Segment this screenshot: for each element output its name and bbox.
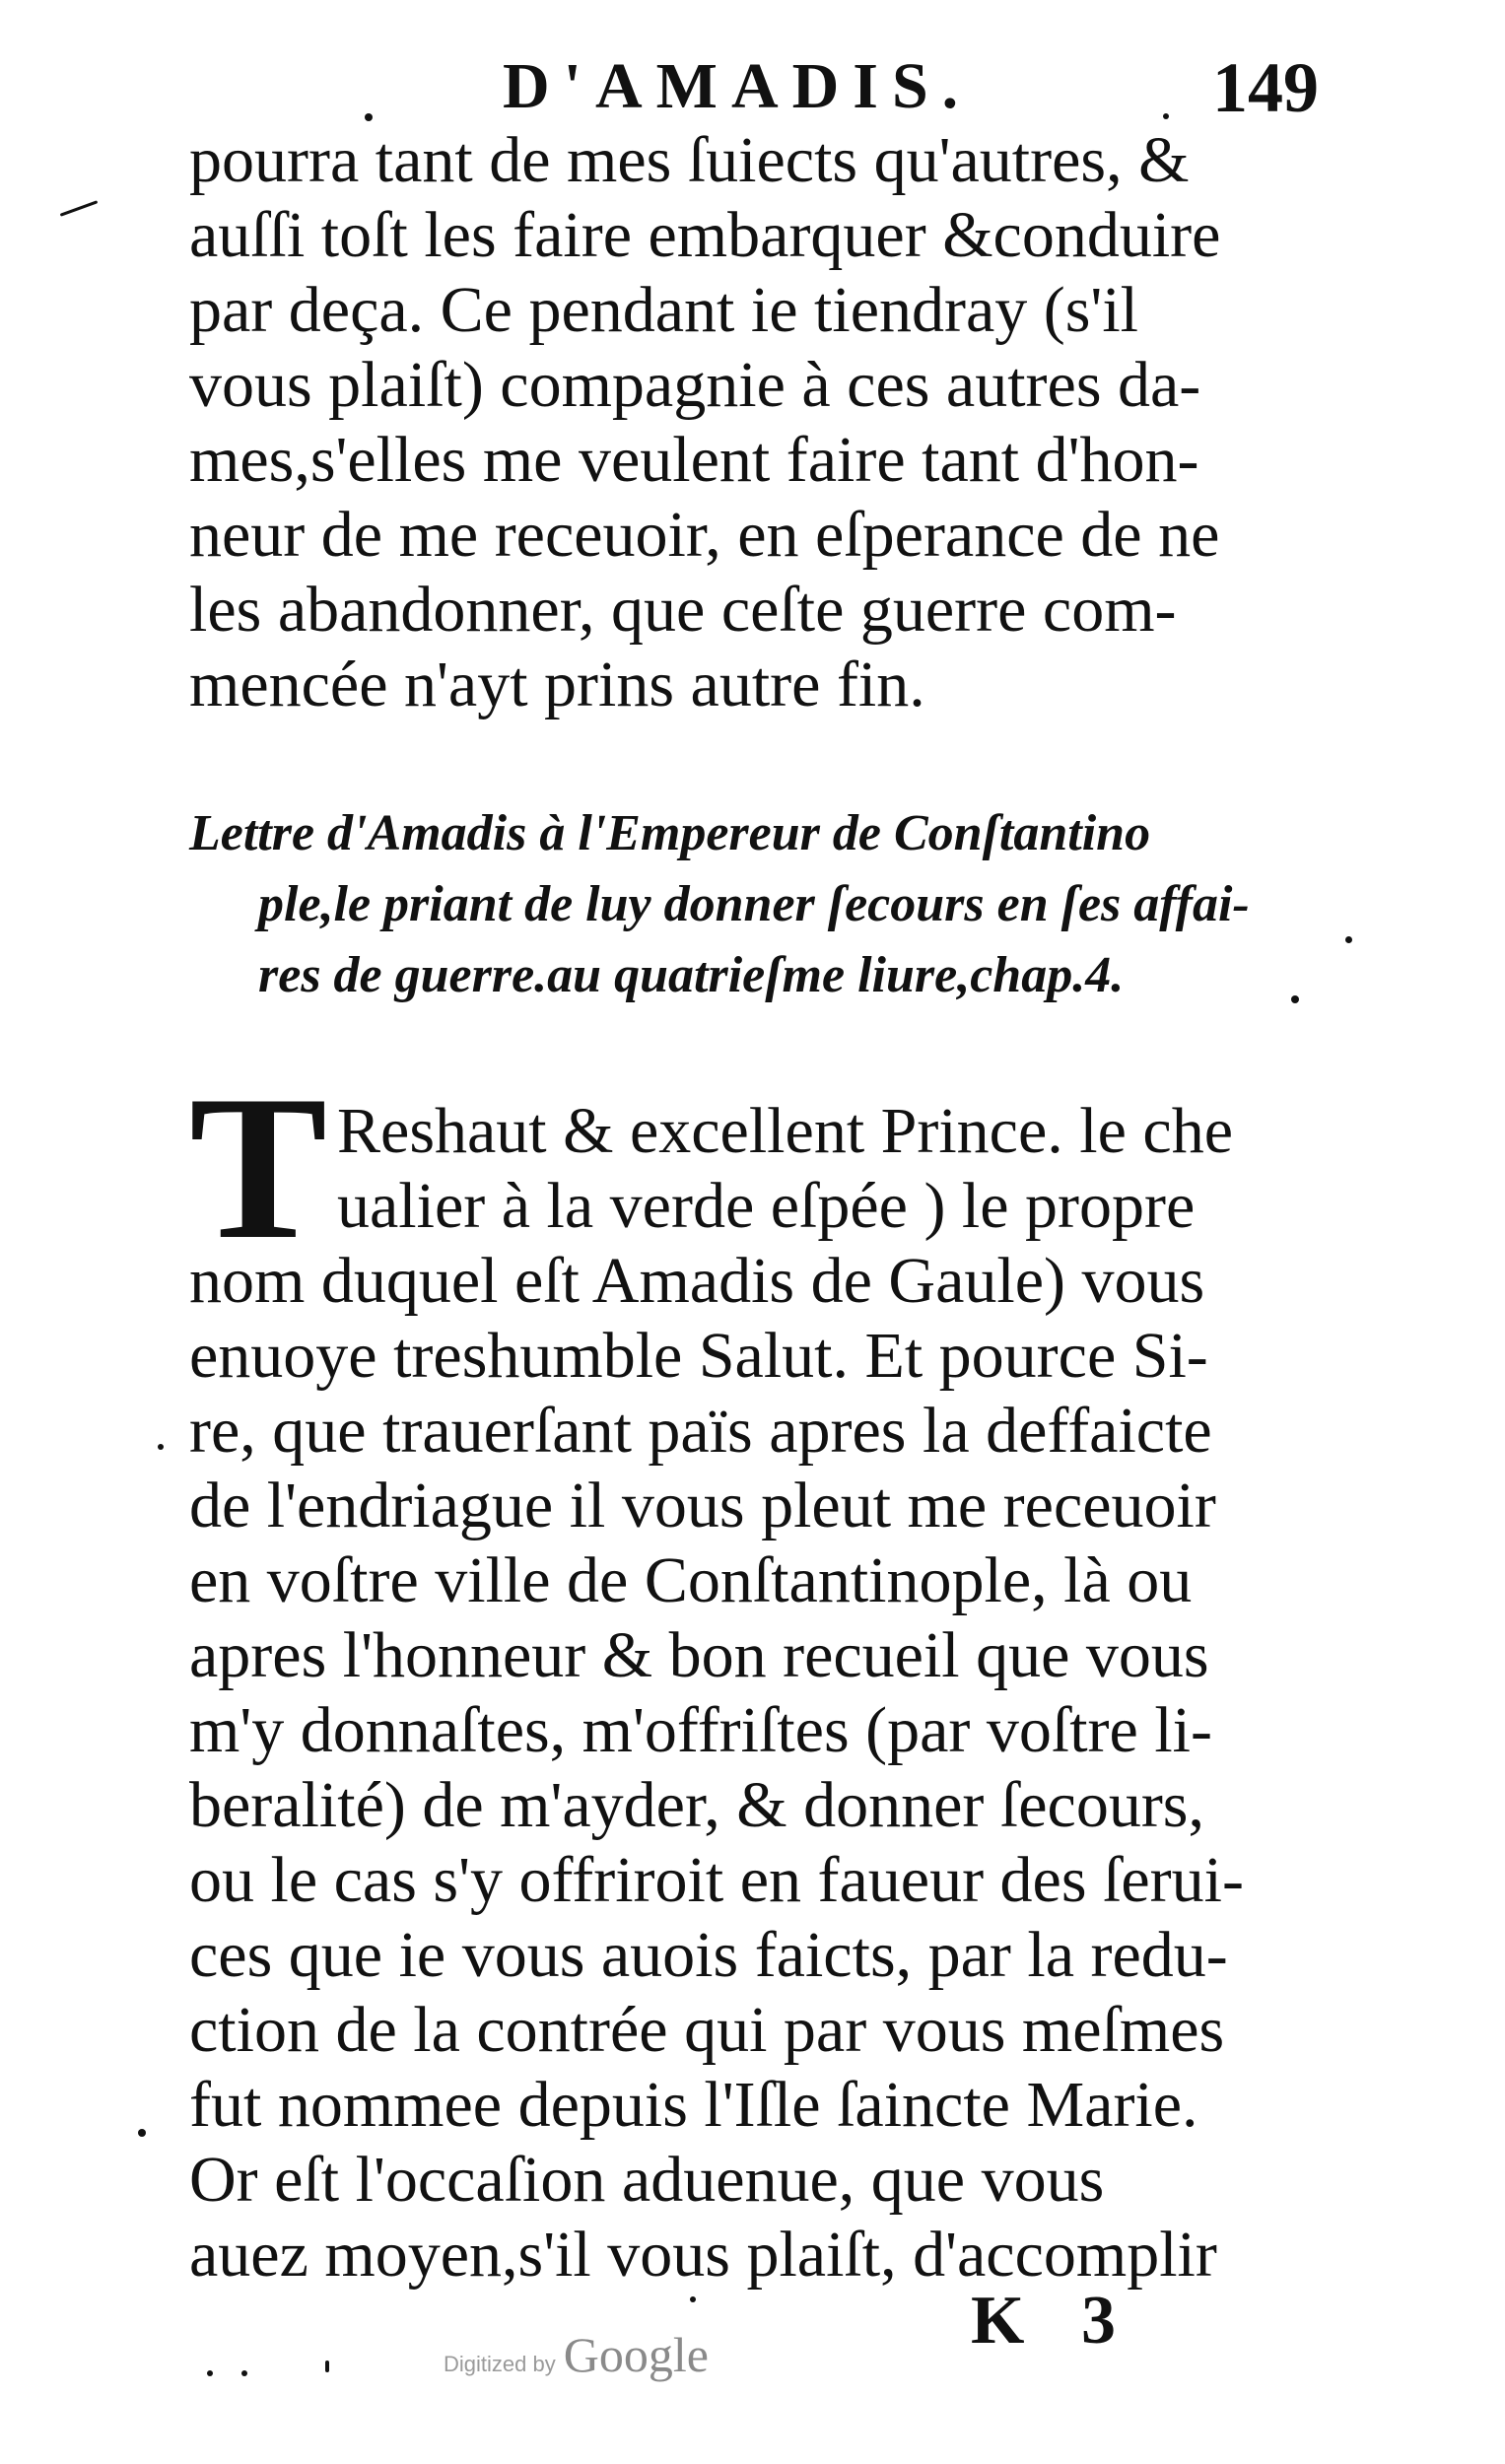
text-line: les abandonner, que ceſte guerre com-: [189, 574, 1177, 646]
page-number: 149: [1212, 48, 1319, 127]
text-line: m'y donnaſtes, m'offriſtes (par voſtre li-: [189, 1694, 1212, 1766]
text-line: mes,s'elles me veulent faire tant d'hon-: [189, 424, 1199, 496]
scan-speck: [158, 1444, 164, 1450]
text-line: auez moyen,s'il vous plaiſt, d'accomplir: [189, 2219, 1217, 2291]
paragraph-1: [189, 123, 1352, 722]
text-line: ction de la contrée qui par vous meſmes: [189, 1994, 1225, 2066]
text-line: auſſi toſt les faire embarquer &conduire: [189, 199, 1221, 271]
scan-speck: [690, 2296, 696, 2302]
text-line: ces que ie vous auois faicts, par la redu-: [189, 1919, 1228, 1991]
text-line: par deça. Ce pendant ie tiendray (s'il: [189, 274, 1138, 346]
text-line: fut nommee depuis l'Iſle ſaincte Marie.: [189, 2069, 1198, 2141]
scan-speck: [241, 2370, 247, 2376]
text-line: beralité) de m'ayder, & donner ſecours,: [189, 1769, 1204, 1841]
scan-speck: [60, 200, 99, 216]
running-head: D'AMADIS.: [503, 50, 973, 122]
scan-speck: [1345, 936, 1352, 943]
heading-line: ple,le priant de luy donner ſecours en ſes affai-: [258, 876, 1250, 932]
heading-line: res de guerre.au quatrieſme liure,chap.4.: [258, 947, 1125, 1003]
text-line: de l'endriague il vous pleut me receuoir: [189, 1470, 1216, 1541]
text-line: neur de me receuoir, en eſperance de ne: [189, 499, 1220, 571]
text-line: ualier à la verde eſpée ) le propre: [337, 1170, 1196, 1242]
catchword-signature: K 3: [971, 2283, 1135, 2359]
text-line: nom duquel eſt Amadis de Gaule) vous: [189, 1245, 1205, 1317]
text-line: pourra tant de mes ſuiects qu'autres, &: [189, 124, 1190, 196]
scan-speck: [365, 113, 373, 121]
letter-heading: [189, 798, 1352, 1011]
text-line: en voſtre ville de Conſtantinople, là ou: [189, 1544, 1193, 1616]
scan-speck: [207, 2370, 213, 2376]
scan-speck: [1163, 113, 1169, 119]
drop-cap-letter: T: [189, 1054, 328, 1282]
heading-line: Lettre d'Amadis à l'Empereur de Conſtantino: [189, 805, 1151, 861]
digitization-watermark: [444, 2326, 709, 2383]
text-line: ou le cas s'y offriroit en faueur des ſerui-: [189, 1844, 1244, 1916]
text-line: mencée n'ayt prins autre fin.: [189, 649, 925, 720]
watermark-prefix: Digitized by: [444, 2352, 556, 2376]
scan-speck: [325, 2361, 329, 2372]
text-line: Or eſt l'occaſion aduenue, que vous: [189, 2144, 1105, 2216]
google-logo: Google: [563, 2327, 709, 2382]
text-line: Reshaut & excellent Prince. le che: [337, 1095, 1233, 1167]
text-line: vous plaiſt) compagnie à ces autres da-: [189, 349, 1201, 421]
text-line: apres l'honneur & bon recueil que vous: [189, 1619, 1209, 1691]
scan-speck: [138, 2129, 146, 2137]
paragraph-2: [189, 1054, 1352, 2293]
text-line: enuoye treshumble Salut. Et pource Si-: [189, 1320, 1208, 1392]
scan-speck: [1291, 995, 1299, 1003]
text-line: re, que trauerſant païs apres la deffaicte: [189, 1395, 1212, 1467]
